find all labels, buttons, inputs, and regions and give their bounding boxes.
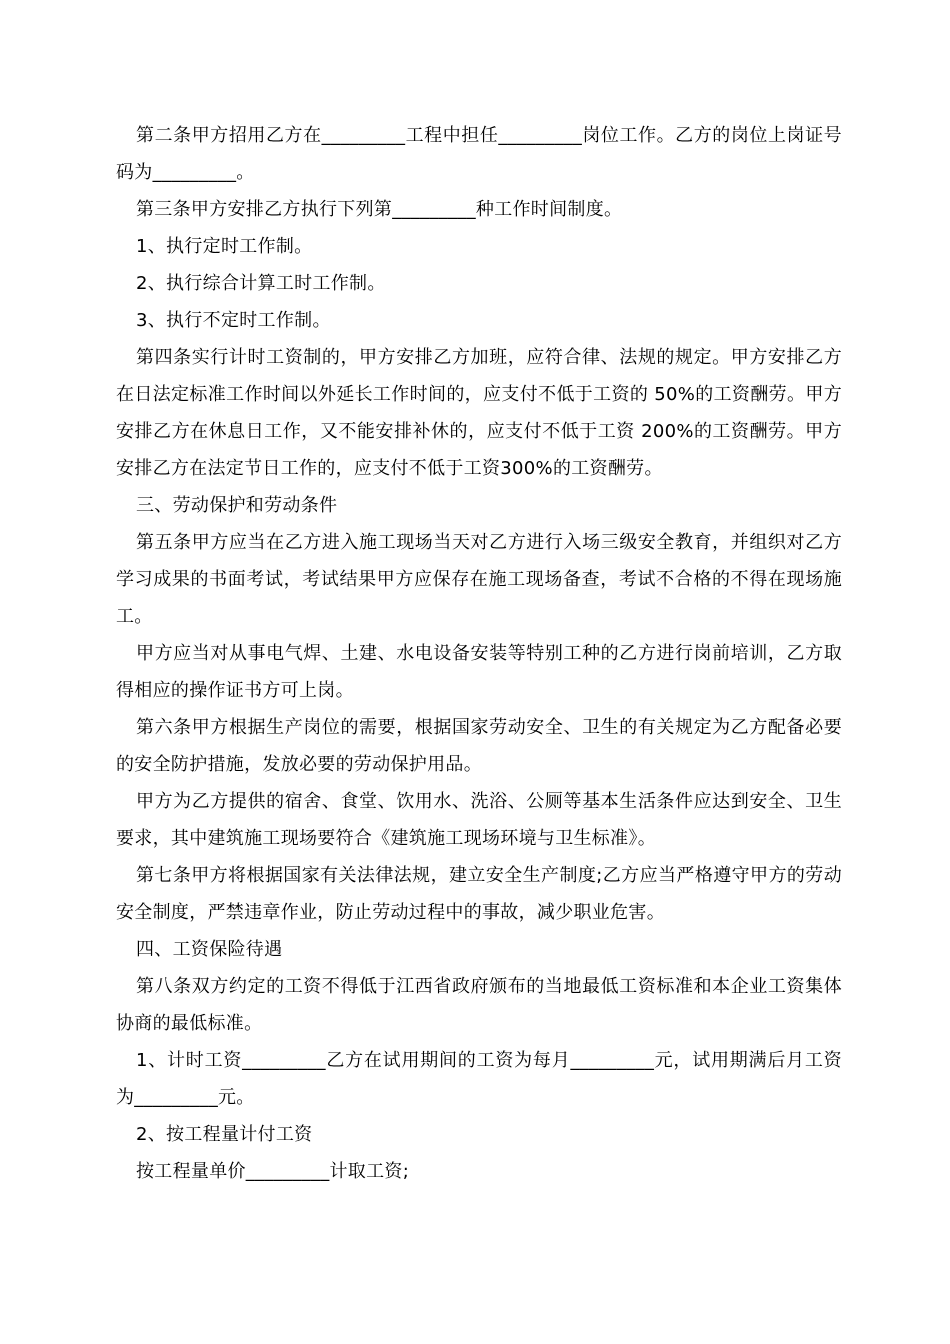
living-conditions-paragraph: 甲方为乙方提供的宿舍、食堂、饮用水、洗浴、公厕等基本生活条件应达到安全、卫生要求，其中建筑施工现场要符合《建筑施工现场环境与卫生标准》。 [116,791,842,849]
document-page [116,117,842,1190]
list-item-2: 2、执行综合计算工时工作制。 [136,273,386,294]
article-8-paragraph: 第八条双方约定的工资不得低于江西省政府颁布的当地最低工资标准和本企业工资集体协商的最低标准。 [116,976,842,1034]
training-paragraph: 甲方应当对从事电气焊、土建、水电设备安装等特别工种的乙方进行岗前培训，乙方取得相应的操作证书方可上岗。 [116,643,842,701]
article-2-paragraph: 第二条甲方招用乙方在_________工程中担任_________岗位工作。乙方的岗位上岗证号码为_________。 [116,125,842,183]
piecework-wage-heading: 2、按工程量计付工资 [136,1124,313,1145]
section-3-heading: 三、劳动保护和劳动条件 [136,495,338,516]
article-7-paragraph: 第七条甲方将根据国家有关法律法规，建立安全生产制度;乙方应当严格遵守甲方的劳动安全制度，严禁违章作业，防止劳动过程中的事故，减少职业危害。 [116,865,842,923]
article-4-paragraph: 第四条实行计时工资制的，甲方安排乙方加班，应符合律、法规的规定。甲方安排乙方在日法定标准工作时间以外延长工作时间的，应支付不低于工资的 50%的工资酬劳。甲方安排乙方在休息日工作，又不能安排补休的，应支付不低于工资 200%的工资酬劳。甲方安排乙方在法定节日工作的，应支付不低于工资300%的工资酬劳。 [116,347,842,479]
hourly-wage-paragraph: 1、计时工资_________乙方在试用期间的工资为每月_________元，试用期满后月工资为_________元。 [116,1050,842,1108]
list-item-1: 1、执行定时工作制。 [136,236,313,257]
article-3-paragraph: 第三条甲方安排乙方执行下列第_________种工作时间制度。 [136,199,623,220]
section-4-heading: 四、工资保险待遇 [136,939,283,960]
unit-price-paragraph: 按工程量单价_________计取工资; [136,1161,410,1182]
list-item-3: 3、执行不定时工作制。 [136,310,331,331]
article-6-paragraph: 第六条甲方根据生产岗位的需要，根据国家劳动安全、卫生的有关规定为乙方配备必要的安全防护措施，发放必要的劳动保护用品。 [116,717,842,775]
article-5-paragraph: 第五条甲方应当在乙方进入施工现场当天对乙方进行入场三级安全教育，并组织对乙方学习成果的书面考试，考试结果甲方应保存在施工现场备查，考试不合格的不得在现场施工。 [116,532,842,627]
